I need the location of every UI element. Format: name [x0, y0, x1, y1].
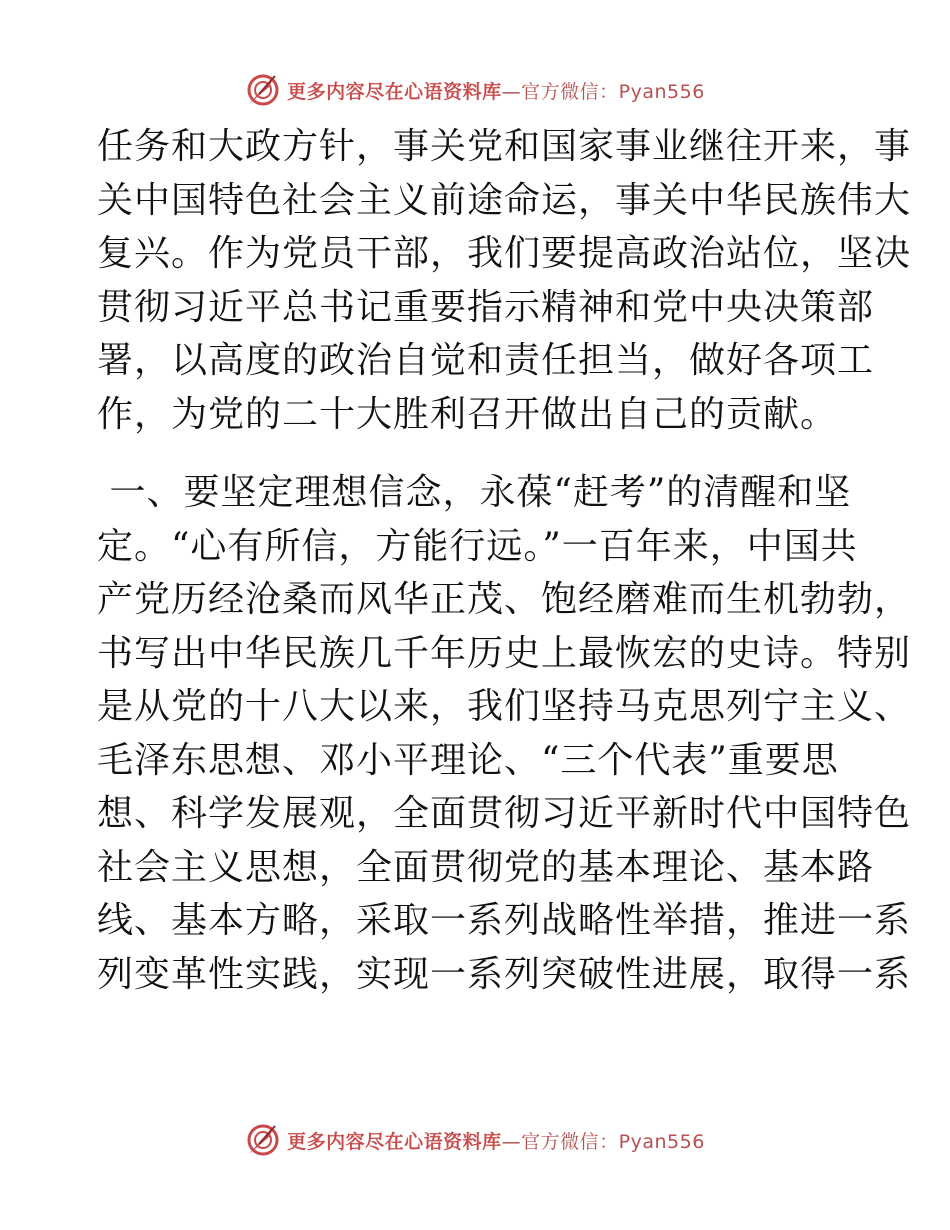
- text-line: 作，为党的二十大胜利召开做出自己的贡献。: [97, 393, 838, 435]
- text-line: 任务和大政方针，事关党和国家事业继往开来，事: [97, 126, 912, 167]
- text-line: 是从党的十八大以来，我们坚持马克思列宁主义、: [97, 686, 912, 727]
- text-line: 关中国特色社会主义前途命运，事关中华民族伟大: [97, 179, 912, 221]
- banner-main-text: 更多内容尽在心语资料库: [287, 80, 502, 103]
- header-banner: [0, 70, 950, 110]
- banner-separator: —: [501, 80, 522, 103]
- paragraph: [97, 466, 912, 1001]
- text-line: 复兴。作为党员干部，我们要提高政治站位，坚决: [97, 233, 912, 274]
- text-line: 毛泽东思想、邓小平理论、“三个代表”重要思: [97, 739, 839, 781]
- text-line: 线、基本方略，采取一系列战略性举措，推进一系: [97, 900, 912, 941]
- banner-main-text: 更多内容尽在心语资料库: [287, 1130, 502, 1153]
- paragraph: [97, 120, 912, 441]
- paragraph-gap: [97, 441, 857, 466]
- text-line: 贯彻习近平总书记重要指示精神和党中央决策部: [97, 286, 875, 328]
- quill-seal-icon: [245, 1122, 281, 1158]
- document-body: [97, 120, 912, 1001]
- text-line: 想、科学发展观，全面贯彻习近平新时代中国特色: [97, 793, 912, 834]
- text-line: 一、要坚定理想信念，永葆“赶考”的清醒和坚: [97, 472, 852, 513]
- banner-separator: —: [501, 1130, 522, 1153]
- banner-contact-text: 官方微信：Pyan556: [521, 1130, 705, 1153]
- text-line: 书写出中华民族几千年历史上最恢宏的史诗。特别: [97, 632, 912, 674]
- text-line: 产党历经沧桑而风华正茂、饱经磨难而生机勃勃，: [97, 579, 912, 620]
- text-line: 列变革性实践，实现一系列突破性进展，取得一系: [97, 953, 912, 995]
- text-line: 社会主义思想，全面贯彻党的基本理论、基本路: [97, 846, 875, 888]
- footer-banner: [0, 1120, 950, 1160]
- text-line: 定。“心有所信，方能行远。”一百年来，中国共: [97, 525, 858, 567]
- text-line: 署，以高度的政治自觉和责任担当，做好各项工: [97, 340, 875, 381]
- banner-contact-text: 官方微信：Pyan556: [521, 80, 705, 103]
- quill-seal-icon: [245, 72, 281, 108]
